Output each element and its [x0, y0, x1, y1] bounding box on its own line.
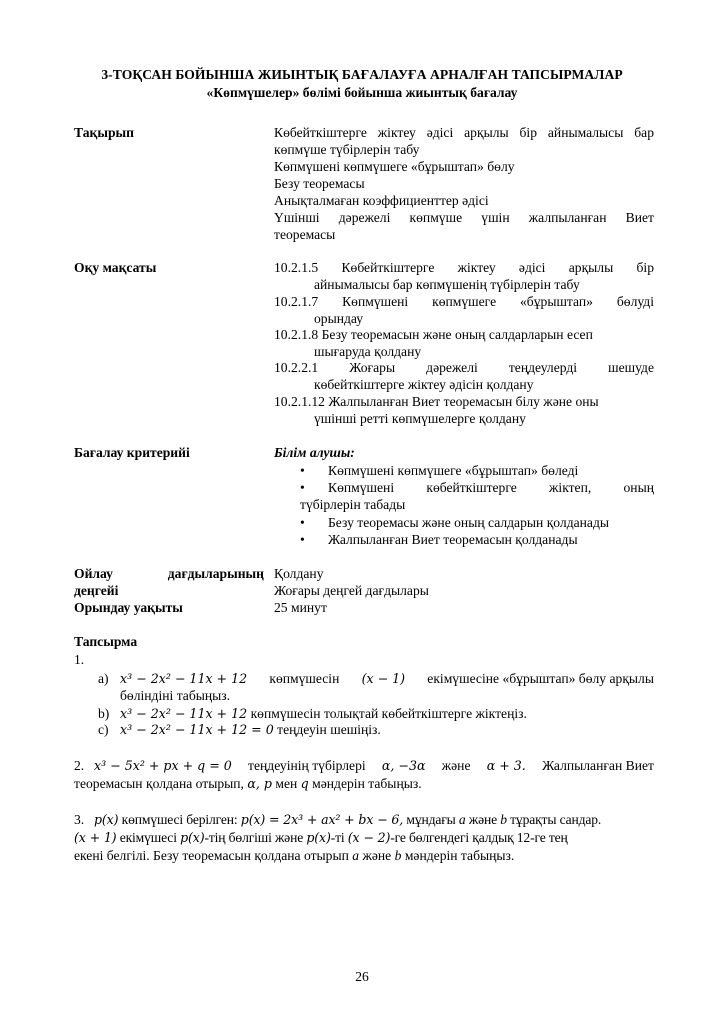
objective-cont-line: айнымалысы бар көпмүшенің түбірлерін табу — [314, 277, 580, 292]
page-number: 26 — [355, 969, 369, 984]
subtask-label: b) — [98, 706, 110, 721]
topic-line: Безу теоремасы — [274, 176, 365, 191]
text: көпмүшесі берілген: — [121, 812, 238, 827]
text: Жалпыланған Виет — [542, 758, 654, 773]
bullet-icon: • — [300, 480, 305, 495]
variable-a: a — [458, 812, 466, 827]
objective-cont-line: орындау — [314, 311, 364, 326]
objective-cont-line: шығаруда қолдану — [314, 344, 422, 359]
criteria-text-cont: түбірлерін табады — [300, 497, 406, 512]
criteria-item — [0, 462, 724, 479]
text: теңдеуінің түбірлері — [248, 758, 366, 773]
math-expression: x³ − 5x² + px + q = 0 — [94, 758, 232, 773]
text: мұндағы — [406, 812, 456, 827]
subtask-label: a) — [98, 671, 109, 686]
task3-line2 — [74, 829, 568, 846]
math-expression: p(x) = 2x³ + ax² + bx − 6, — [240, 812, 404, 827]
math-expression: α + 3. — [486, 758, 526, 773]
objective-cont-line: көбейткіштерге жіктеу әдісін қолдану — [314, 377, 534, 392]
topic-line: Көпмүшені көпмүшеге «бұрыштап» бөлу — [274, 159, 515, 174]
skills-value1: Қолдану — [274, 566, 324, 581]
topic-label: Тақырып — [74, 125, 134, 140]
text: теңдеуін шешіңіз. — [277, 722, 381, 737]
text: мәндерін табыңыз. — [312, 776, 422, 791]
criteria-item — [0, 479, 724, 496]
math-expression: x³ − 2x² − 11x + 12 — [120, 671, 248, 686]
text: екені белгілі. Безу теоремасын қолдана отырып — [74, 848, 349, 863]
task2-line1 — [94, 757, 654, 774]
task-number: 3. — [74, 812, 85, 827]
math-expression: x³ − 2x² − 11x + 12 — [120, 706, 248, 721]
objective-first-line: 10.2.1.7 Көпмүшені көпмүшеге «бұрыштап» бөлуді — [274, 294, 654, 309]
text: екімүшесі — [119, 830, 177, 845]
criteria-text: Жалпыланған Виет теоремасын қолданады — [328, 532, 578, 547]
text: -ге бөлгендегі қалдық 12-ге тең — [390, 830, 568, 845]
criteria-text: Безу теоремасы және оның салдарын қолданады — [328, 515, 610, 530]
text: көпмүшесін — [269, 671, 340, 686]
math-expression: p(x) — [306, 830, 331, 845]
text: және — [441, 758, 471, 773]
document-title: 3-ТОҚСАН БОЙЫНША ЖИЫНТЫҚ БАҒАЛАУҒА АРНАЛҒАН ТАПСЫРМАЛАР — [101, 67, 623, 82]
criteria-item — [0, 531, 724, 548]
document-subtitle: «Көпмүшелер» бөлімі бойынша жиынтық бағалау — [206, 85, 518, 100]
topic-line: Анықталмаған коэффициенттер әдісі — [274, 193, 489, 208]
task2-line2 — [74, 775, 422, 792]
criteria-label: Бағалау критерийі — [74, 445, 190, 460]
topic-line: Үшінші дәрежелі көпмүше үшін жалпыланған Виет — [274, 210, 654, 225]
bullet-icon: • — [300, 515, 305, 530]
text: мәндерін табыңыз. — [404, 848, 515, 863]
skills-label-line2: деңгейі — [74, 583, 119, 598]
subtask-a-cont: бөліндіні табыңыз. — [120, 688, 231, 703]
task3-line1 — [94, 811, 601, 828]
criteria-text: Көпмүшені көбейткіштерге жіктеп, оның — [328, 480, 654, 495]
task3-line3 — [74, 847, 514, 864]
text: теоремасын қолдана отырып, — [74, 776, 244, 791]
topic-list — [274, 124, 654, 243]
math-expression: q — [300, 776, 309, 791]
variable-b: b — [500, 812, 507, 827]
text: мен — [275, 776, 298, 791]
objectives-label: Оқу мақсаты — [74, 260, 157, 275]
math-expression: α, −3α — [381, 758, 426, 773]
math-expression: (x + 1) — [74, 830, 117, 845]
math-expression: (x − 1) — [361, 671, 406, 686]
task-number: 2. — [74, 758, 85, 773]
text: екімүшесіне «бұрыштап» бөлу арқылы — [427, 671, 654, 686]
subtask-b-line — [120, 705, 527, 722]
bullet-icon: • — [300, 532, 305, 547]
variable-b: b — [394, 848, 402, 863]
topic-line: теоремасы — [274, 227, 336, 242]
bullet-icon: • — [300, 463, 305, 478]
criteria-intro: Білім алушы: — [274, 445, 355, 460]
skills-label-line1: Ойлау дағдыларының — [74, 566, 264, 581]
skills-value2: Жоғары деңгей дағдылары — [274, 583, 429, 598]
text: -ті — [330, 830, 345, 845]
variable-a: a — [352, 848, 360, 863]
objective-cont-line: үшінші ретті көпмүшелерге қолдану — [314, 411, 526, 426]
criteria-item — [0, 514, 724, 531]
objective-first-line: 10.2.1.5 Көбейткіштерге жіктеу әдісі арқылы бір — [274, 260, 654, 275]
text: тұрақты сандар. — [510, 812, 602, 827]
math-expression: x³ − 2x² − 11x + 12 = 0 — [120, 722, 274, 737]
text: және — [362, 848, 392, 863]
task-number: 1. — [74, 652, 85, 667]
math-expression: p(x) — [94, 812, 119, 827]
subtask-a-line — [120, 670, 654, 687]
subtask-c-line — [120, 721, 381, 738]
text: -тің бөлгіші және — [204, 830, 304, 845]
time-label: Орындау уақыты — [74, 600, 183, 615]
objective-first-line: 10.2.1.8 Безу теоремасын және оның салдарларын есеп — [274, 327, 593, 342]
math-expression: (x − 2) — [347, 830, 391, 845]
math-expression: p(x) — [180, 830, 205, 845]
time-value: 25 минут — [274, 600, 327, 615]
criteria-text: Көпмүшені көпмүшеге «бұрыштап» бөледі — [328, 463, 579, 478]
topic-line: Көбейткіштерге жіктеу әдісі арқылы бір айнымалысы бар — [274, 125, 654, 140]
math-expression: α, p — [247, 776, 272, 791]
tasks-heading: Тапсырма — [74, 634, 138, 649]
objective-first-line: 10.2.1.12 Жалпыланған Виет теоремасын білу және оны — [274, 394, 599, 409]
text: көпмүшесін толықтай көбейткіштерге жіктеңіз. — [250, 706, 527, 721]
subtask-label: c) — [98, 722, 109, 737]
topic-line: көпмүше түбірлерін табу — [274, 142, 420, 157]
objective-first-line: 10.2.2.1 Жоғары дәрежелі теңдеулерді шешуде — [274, 360, 654, 375]
text: және — [468, 812, 497, 827]
